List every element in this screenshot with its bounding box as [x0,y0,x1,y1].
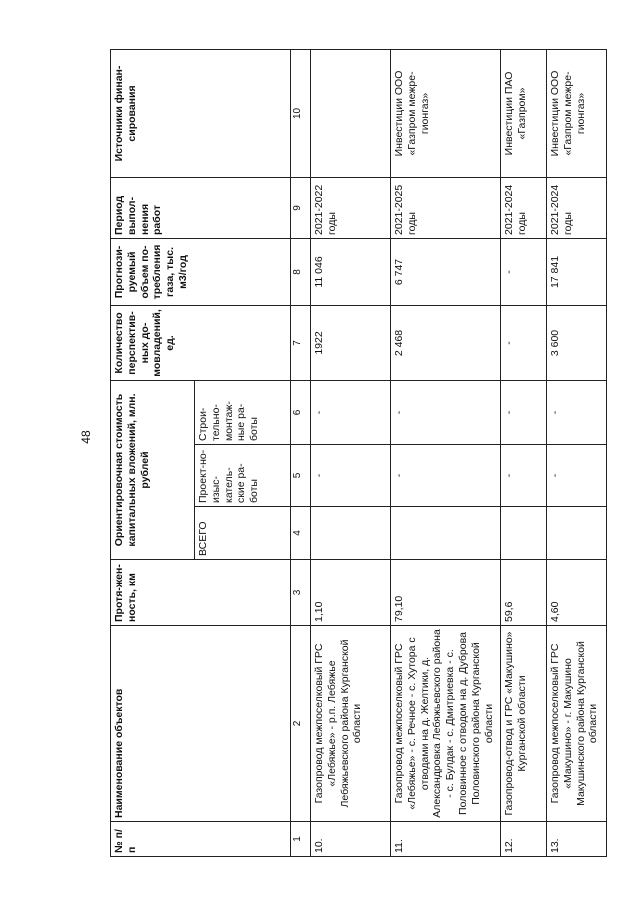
header-funding: Источники финан-сирования [111,49,291,177]
row-design: - [547,445,607,507]
table-row [547,49,607,856]
row-design: - [501,445,547,507]
row-period: 2021-2025 годы [391,177,501,238]
column-number: 10 [291,49,311,177]
header-cost-group: Ориентировочная стоимость капитальных вложений, млн. рублей [111,380,195,559]
row-name: Газопровод межпоселковый ГРС «Макушино» - г. Макушино Макушинского района Курганской области [547,626,607,822]
column-number: 1 [291,822,311,857]
table-row [501,49,547,856]
row-total [311,507,391,560]
header-total: ВСЕГО [195,507,291,560]
row-length: 1,10 [311,560,391,626]
row-design: - [311,445,391,507]
header-households: Количество перспектив-ных до-мовладений, ед. [111,305,291,380]
row-total [391,507,501,560]
row-length: 59,6 [501,560,547,626]
row-length: 79,10 [391,560,501,626]
column-number: 4 [291,507,311,560]
row-name: Газопровод-отвод и ГРС «Макушино» Курганской области [501,626,547,822]
row-households: - [501,305,547,380]
column-number: 7 [291,305,311,380]
row-construction: - [391,380,501,444]
row-length: 4,60 [547,560,607,626]
row-funding: Инвестиции ООО «Газпром межре-гионгаз» [547,49,607,177]
column-number: 8 [291,238,311,305]
header-construction: Строи-тельно-монтаж-ные ра-боты [195,380,291,444]
column-number: 5 [291,445,311,507]
row-funding: Инвестиции ПАО «Газпром» [501,49,547,177]
row-name: Газопровод межпоселковый ГРС «Лебяжье» - с. Речное - с. Хутора с отводами на д. Желтики, д. Александровка Лебяжьевского района - с. Булдак - с. Дмитриевка - с. Половинное с отводом на д. Дуброва Половинского района Курганской области [391,626,501,822]
row-funding [311,49,391,177]
rotated-table-wrapper [110,50,610,857]
row-construction: - [311,380,391,444]
row-gas-volume: - [501,238,547,305]
header-design: Проект-но-изыс-катель-ские ра-боты [195,445,291,507]
row-funding: Инвестиции ООО «Газпром межре-гионгаз» [391,49,501,177]
column-number: 9 [291,177,311,238]
header-length: Протя-жен-ность, км [111,560,291,626]
column-number: 3 [291,560,311,626]
row-construction: - [547,380,607,444]
row-design: - [391,445,501,507]
row-construction: - [501,380,547,444]
header-name: Наименование объектов [111,626,291,822]
table-row [311,49,391,856]
page-number: 48 [79,430,93,444]
row-num: 12. [501,822,547,857]
row-num: 13. [547,822,607,857]
header-gas-volume: Прогнози-руемый объем по-требления газа, тыс. м3/год [111,238,291,305]
row-gas-volume: 17 841 [547,238,607,305]
header-num: № п/п [111,822,291,857]
row-gas-volume: 11 046 [311,238,391,305]
row-households: 1922 [311,305,391,380]
row-period: 2021-2024 годы [501,177,547,238]
column-number: 2 [291,626,311,822]
row-total [501,507,547,560]
row-gas-volume: 6 747 [391,238,501,305]
table-row [391,49,501,856]
row-households: 2 468 [391,305,501,380]
column-number: 6 [291,380,311,444]
header-period: Период выпол-нения работ [111,177,291,238]
gas-objects-table [110,49,607,857]
row-name: Газопровод межпоселковый ГРС «Лебяжье» - р.п. Лебяжье Лебяжьевского района Курганской области [311,626,391,822]
row-num: 11. [391,822,501,857]
row-period: 2021-2022 годы [311,177,391,238]
row-total [547,507,607,560]
row-period: 2021-2024 годы [547,177,607,238]
row-num: 10. [311,822,391,857]
row-households: 3 600 [547,305,607,380]
